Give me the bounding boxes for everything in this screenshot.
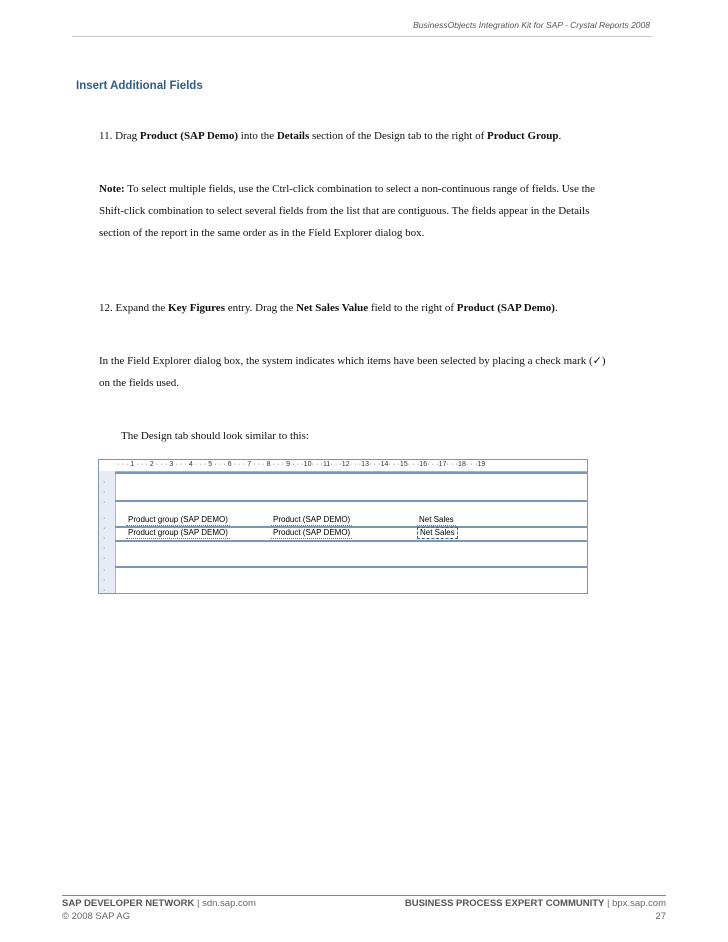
field-explorer-line-1: In the Field Explorer dialog box, the system indicates which items have been selected by placing a check mark (✓) xyxy=(99,355,606,367)
footer-sdn-label: SAP DEVELOPER NETWORK xyxy=(62,898,195,909)
page-number: 27 xyxy=(655,911,666,922)
step-11-text-3: section of the Design tab to the right of xyxy=(309,130,488,142)
step-12-bold-product: Product (SAP Demo) xyxy=(456,302,555,314)
field-explorer-paragraph xyxy=(99,350,606,394)
step-11-bold-details: Details xyxy=(276,130,310,142)
step-11-bold-product: Product (SAP Demo) xyxy=(139,130,239,142)
note-line-3: section of the report in the same order as in the Field Explorer dialog box. xyxy=(99,227,425,239)
section-gutter: · · · · · · · · · · · xyxy=(99,471,116,593)
field-product-group-header[interactable]: Product group (SAP DEMO) xyxy=(128,515,228,524)
step-11-text-4: . xyxy=(558,130,562,142)
field-net-sales-details[interactable]: Net Sales xyxy=(417,527,458,539)
running-header: BusinessObjects Integration Kit for SAP - Crystal Reports 2008 xyxy=(413,20,650,30)
section-title: Insert Additional Fields xyxy=(76,80,203,92)
note-line-2: Shift-click combination to select several fields from the list that are contiguous. The fields appear in the Details xyxy=(99,205,590,217)
header-divider xyxy=(72,36,652,37)
footer-right xyxy=(405,898,666,909)
footer-bpx-label: BUSINESS PROCESS EXPERT COMMUNITY xyxy=(404,898,605,909)
design-tab-screenshot xyxy=(98,459,588,594)
note-line-1: To select multiple fields, use the Ctrl-click combination to select a non-continuous range of fields. Use the xyxy=(124,183,596,195)
design-intro: The Design tab should look similar to this: xyxy=(121,430,309,442)
copyright: © 2008 SAP AG xyxy=(62,911,131,922)
report-header-section[interactable] xyxy=(115,472,587,500)
note-label: Note: xyxy=(99,183,125,195)
step-12 xyxy=(99,297,558,319)
field-explorer-line-2: on the fields used. xyxy=(99,377,180,389)
step-11-text-2: into the xyxy=(238,130,277,142)
footer-bpx-link[interactable]: bpx.sap.com xyxy=(612,898,666,909)
step-11-bold-product-group: Product Group xyxy=(487,130,559,142)
step-12-text-3: field to the right of xyxy=(368,302,457,314)
field-product-details[interactable]: Product (SAP DEMO) xyxy=(273,528,351,537)
field-net-sales-header[interactable]: Net Sales xyxy=(419,515,454,524)
footer-separator-left: | xyxy=(196,898,200,909)
step-11-text: 11. Drag xyxy=(99,130,140,142)
report-footer-section[interactable] xyxy=(115,540,587,566)
step-12-text-4: . xyxy=(554,302,558,314)
step-12-text-2: entry. Drag the xyxy=(224,302,297,314)
ruler xyxy=(99,460,587,472)
step-12-bold-net-sales: Net Sales Value xyxy=(296,302,369,314)
footer-divider xyxy=(62,895,666,896)
footer-separator-right: | xyxy=(607,898,610,909)
field-product-group-details[interactable]: Product group (SAP DEMO) xyxy=(128,528,228,537)
footer-sdn-link[interactable]: sdn.sap.com xyxy=(202,898,256,909)
step-12-bold-key-figures: Key Figures xyxy=(168,302,225,314)
note-paragraph xyxy=(99,178,595,244)
step-12-text: 12. Expand the xyxy=(99,302,169,314)
ruler-labels: · · · 1 · · · 2 · · · 3 · · · 4 · · · 5 · · · 6 · · · 7 · · · 8 · · · 9 · · ·10· · ·11· · ·12· · ·13· · ·14· · ·15· · ·16· · ·17· · ·18· · ·19 xyxy=(117,461,486,468)
footer-left xyxy=(62,898,256,909)
page-footer-section[interactable] xyxy=(115,566,587,595)
step-11 xyxy=(99,125,561,147)
field-product-header[interactable]: Product (SAP DEMO) xyxy=(273,515,351,524)
